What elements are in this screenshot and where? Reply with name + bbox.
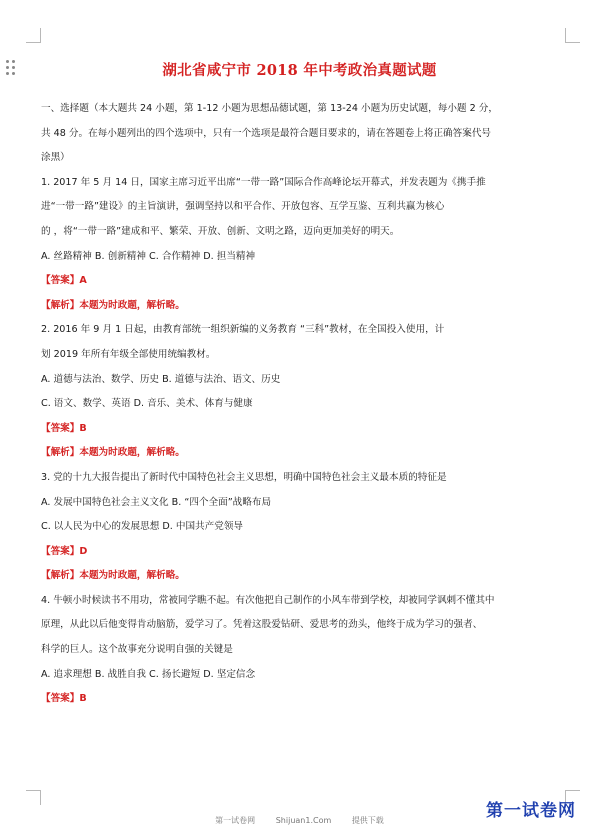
footer-download-text: 提供下载 [351,816,384,825]
question-3-answer: 【答案】D [41,545,88,557]
question-3-options: A. 发展中国特色社会主义文化 B. “四个全面”战略布局 [41,496,272,508]
question-2-answer: 【答案】B [41,422,87,434]
question-2-analysis: 【解析】本题为时政题，解析略。 [41,447,185,459]
crop-mark-bottom-left [26,790,41,805]
question-4-options: A. 追求理想 B. 战胜自我 C. 扬长避短 D. 坚定信念 [41,668,256,680]
question-1-line: 的 ，将“一带一路”建成和平、繁荣、开放、创新、文明之路，迈向更加美好的明天。 [41,225,400,237]
footer-site-name: 第一试卷网 [215,816,256,825]
question-1-analysis: 【解析】本题为时政题，解析略。 [41,299,185,311]
question-1-line: 1. 2017 年 5 月 14 日，国家主席习近平出席“一带一路”国际合作高峰论坛开幕式，并发表题为《携手推 [41,176,486,188]
question-4-answer: 【答案】B [41,693,87,705]
crop-mark-top-left [26,28,41,43]
question-3-options: C. 以人民为中心的发展思想 D. 中国共产党领导 [41,521,244,533]
question-4-line: 科学的巨人。这个故事充分说明自强的关键是 [41,644,233,656]
question-1-line: 进“一带一路”建设》的主旨演讲，强调坚持以和平合作、开放包容、互学互鉴、互利共赢为核心 [41,201,445,213]
question-3-line: 3. 党的十九大报告提出了新时代中国特色社会主义思想，明确中国特色社会主义最本质的特征是 [41,471,447,483]
question-4-line: 4. 牛顿小时候读书不用功，常被同学瞧不起。有次他把自己制作的小风车带到学校，却被同学讽刺不懂其中 [41,594,495,606]
intro-line: 一、选择题（本大题共 24 小题，第 1-12 小题为思想品德试题，第 13-24 小题为历史试题，每小题 2 分， [41,103,498,114]
question-2-line: 划 2019 年所有年级全部使用统编教材。 [41,348,216,360]
document-body [41,97,561,712]
site-logo: 第一试卷网 [486,801,576,821]
question-1-options: A. 丝路精神 B. 创新精神 C. 合作精神 D. 担当精神 [41,250,256,262]
question-2-options: A. 道德与法治、数学、历史 B. 道德与法治、语文、历史 [41,373,281,385]
footer-site-url[interactable]: Shijuan1.Com [275,816,332,825]
document-title: 湖北省咸宁市 2018 年中考政治真题试题 [162,62,437,79]
question-4-line: 原理，从此以后他变得肯动脑筋，爱学习了。凭着这股爱钻研、爱思考的劲头，他终于成为学习的强者、 [41,619,483,631]
crop-mark-top-right [565,28,580,43]
intro-line: 涂黑） [41,152,70,164]
question-3-analysis: 【解析】本题为时政题，解析略。 [41,570,185,582]
question-1-answer: 【答案】A [41,275,87,287]
intro-line: 共 48 分。在每小题列出的四个选项中，只有一个选项是最符合题目要求的，请在答题卷上将正确答案代号 [41,127,492,139]
question-2-options: C. 语文、数学、英语 D. 音乐、美术、体育与健康 [41,398,253,410]
page-footer [0,815,599,826]
question-2-line: 2. 2016 年 9 月 1 日起，由教育部统一组织新编的义务教育 “三科”教材，在全国投入使用，计 [41,324,445,336]
